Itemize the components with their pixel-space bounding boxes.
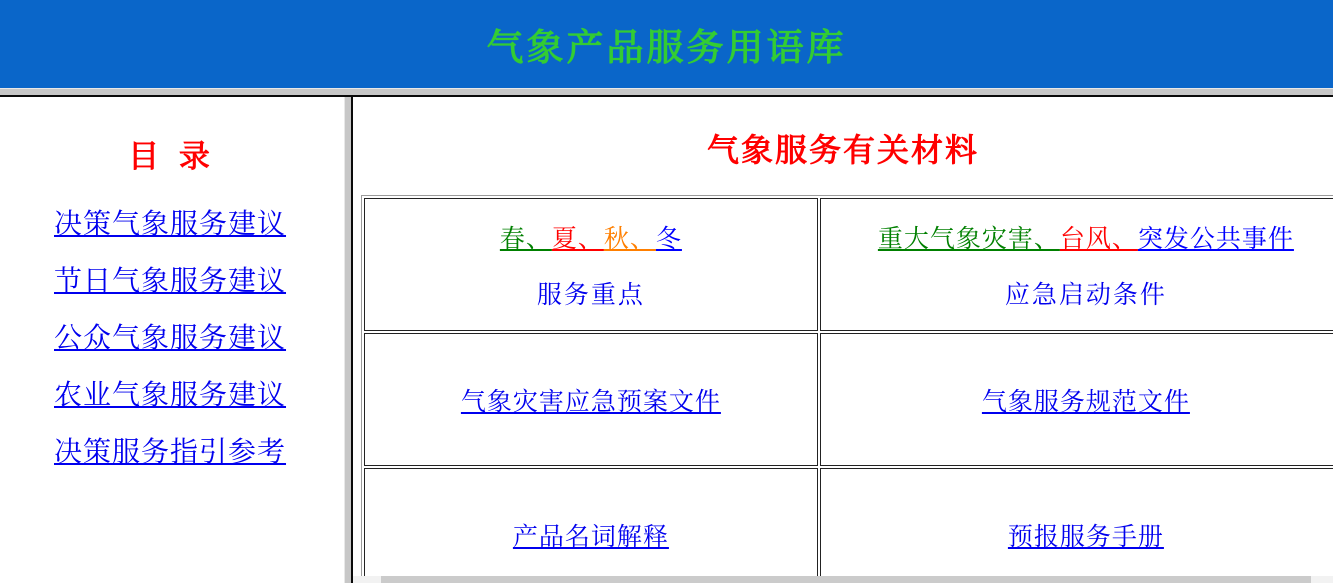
link-forecast-service-manual[interactable]: 预报服务手册 [1007,523,1164,551]
colored-topic-link[interactable]: 春、 [499,225,552,253]
top-banner-frame [0,0,1333,88]
colored-topic-link[interactable]: 秋、 [603,225,656,253]
toc-link-list [54,202,344,470]
cell-disaster-emergency-plan [364,333,818,466]
frameset-divider-vertical [344,97,353,583]
colored-topic-link[interactable]: 夏、 [551,225,604,253]
table-row [364,333,1333,466]
emergency-links [821,219,1333,255]
seasons-links [365,219,817,255]
sidebar-link-decision-service-guide[interactable]: 决策服务指引参考 [54,437,287,468]
page-title: 气象产品服务用语库 [486,28,847,69]
cell-emergency-start-conditions [820,198,1333,331]
link-disaster-emergency-plan-files[interactable]: 气象灾害应急预案文件 [460,388,721,416]
colored-topic-link[interactable]: 台风、 [1059,225,1138,253]
sidebar-link-public-weather-service[interactable]: 公众气象服务建议 [54,323,287,354]
colored-topic-link[interactable]: 重大气象灾害、 [877,225,1060,253]
link-product-glossary[interactable]: 产品名词解释 [512,523,669,551]
colored-topic-link[interactable]: 突发公共事件 [1137,225,1294,253]
cell-seasons-service-focus [364,198,818,331]
cell-forecast-manual [820,468,1333,583]
sidebar-link-agriculture-weather-service[interactable]: 农业气象服务建议 [54,380,287,411]
main-title: 气象服务有关材料 [706,132,979,168]
horizontal-scrollbar[interactable] [353,576,1333,583]
cell-product-glossary [364,468,818,583]
service-focus-label: 服务重点 [536,281,645,309]
main-frame [353,97,1333,583]
link-weather-service-standard-files[interactable]: 气象服务规范文件 [981,388,1190,416]
table-row [364,198,1333,331]
sidebar-link-decision-weather-service[interactable]: 决策气象服务建议 [54,209,287,240]
colored-topic-link[interactable]: 冬 [655,225,682,253]
sidebar-link-holiday-weather-service[interactable]: 节日气象服务建议 [54,266,287,297]
horizontal-scrollbar-thumb[interactable] [381,576,1311,583]
sidebar-frame [0,97,344,583]
emergency-start-label: 应急启动条件 [1004,281,1167,309]
frameset-divider-horizontal [0,88,1333,97]
cell-service-standard [820,333,1333,466]
materials-table [361,195,1333,583]
toc-heading: 目 录 [128,139,216,174]
content-frames [0,97,1333,583]
table-row [364,468,1333,583]
